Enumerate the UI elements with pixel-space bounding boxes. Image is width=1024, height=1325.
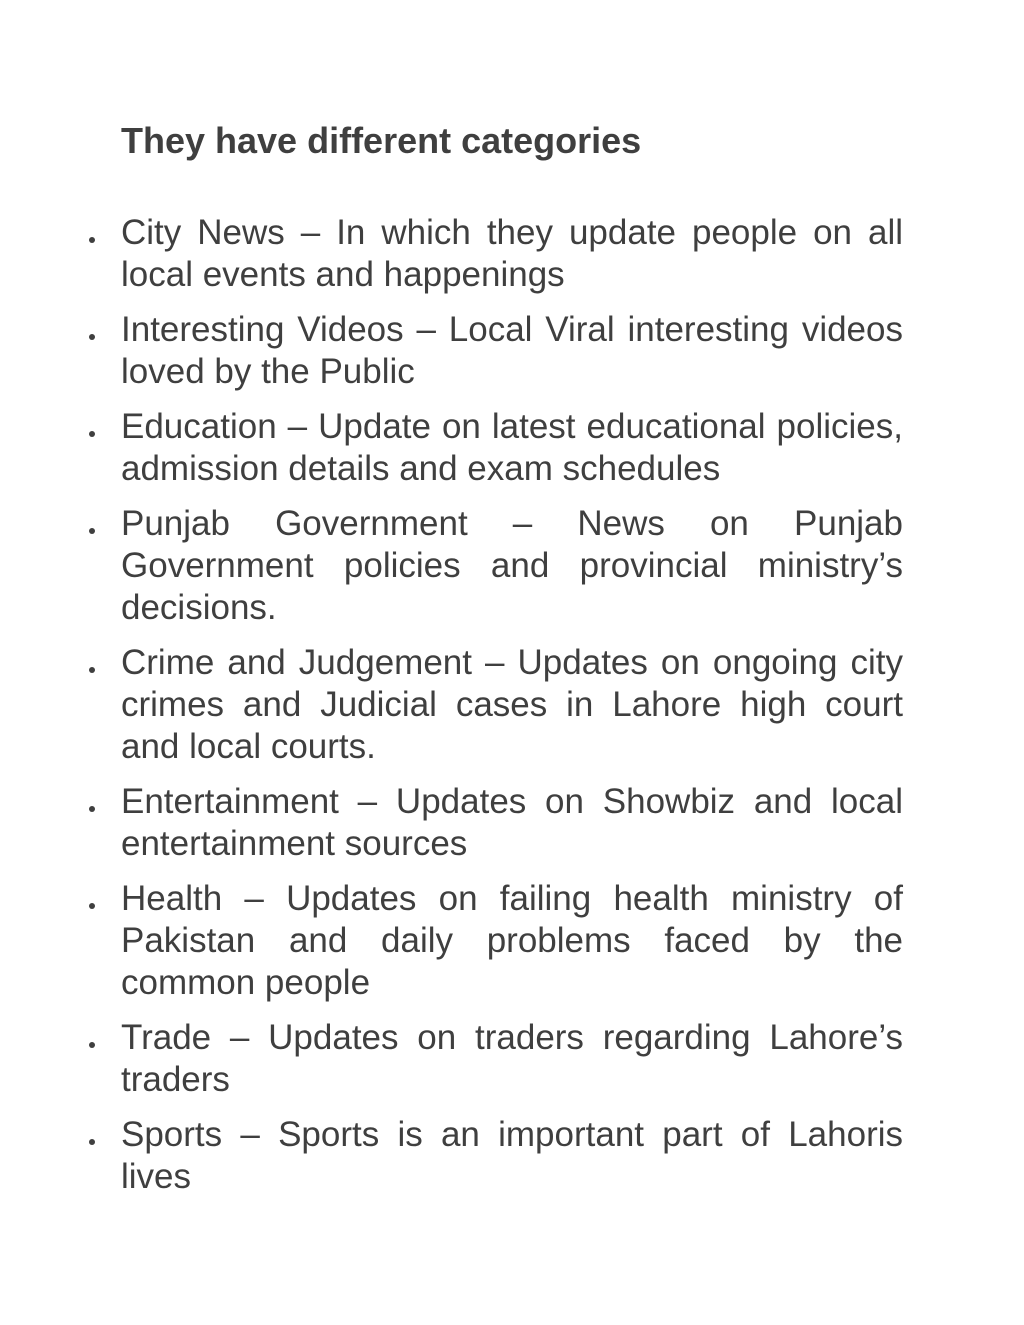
list-item-text: Education – Update on latest educational policies, admission details and exam schedules [121, 407, 903, 488]
list-item-text: Trade – Updates on traders regarding Lahore’s traders [121, 1018, 903, 1099]
list-item-crime-and-judgement [85, 642, 903, 768]
bullet-icon [89, 806, 95, 812]
list-item-text: Sports – Sports is an important part of Lahoris lives [121, 1115, 903, 1196]
list-item-text: City News – In which they update people on all local events and happenings [121, 213, 903, 294]
list-item-text: Crime and Judgement – Updates on ongoing city crimes and Judicial cases in Lahore high court and local courts. [121, 643, 903, 766]
list-item-education [85, 406, 903, 490]
list-item-interesting-videos [85, 309, 903, 393]
list-item-punjab-government [85, 503, 903, 629]
bullet-icon [89, 903, 95, 909]
list-item-health [85, 878, 903, 1004]
bullet-icon [89, 1042, 95, 1048]
bullet-icon [89, 528, 95, 534]
list-item-trade [85, 1017, 903, 1101]
bullet-icon [89, 334, 95, 340]
list-item-text: Entertainment – Updates on Showbiz and local entertainment sources [121, 782, 903, 863]
list-item-text: Interesting Videos – Local Viral interesting videos loved by the Public [121, 310, 903, 391]
bullet-icon [89, 431, 95, 437]
list-item-text: Punjab Government – News on Punjab Government policies and provincial ministry’s decisions. [121, 504, 903, 627]
category-list [85, 212, 903, 1211]
page-heading: They have different categories [121, 120, 642, 161]
list-item-text: Health – Updates on failing health ministry of Pakistan and daily problems faced by the common people [121, 879, 903, 1002]
list-item-entertainment [85, 781, 903, 865]
list-item-sports [85, 1114, 903, 1198]
bullet-icon [89, 237, 95, 243]
list-item-city-news [85, 212, 903, 296]
bullet-icon [89, 1139, 95, 1145]
bullet-icon [89, 667, 95, 673]
